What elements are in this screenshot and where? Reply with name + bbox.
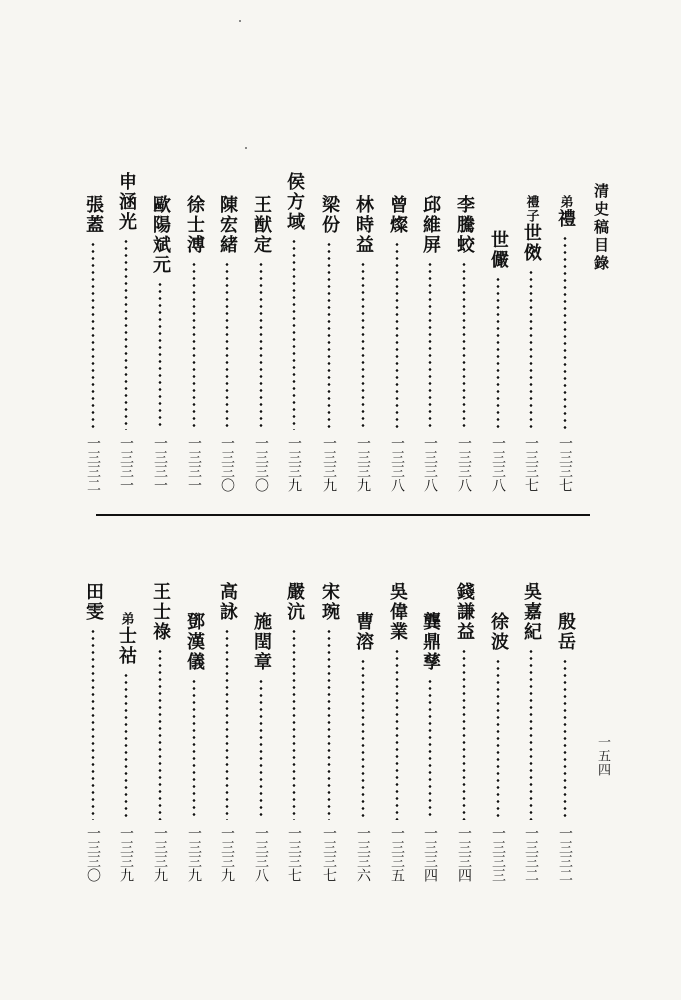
toc-entry [383,195,411,492]
dot-leader [192,678,196,820]
dot-leader [496,658,500,820]
entry-page-number: 一三三七 [286,826,302,882]
entry-page-number: 一三三九 [286,436,302,492]
toc-entry [112,612,140,882]
toc-entry [450,195,478,492]
entry-page-number: 一三三七 [321,826,337,882]
dot-leader [192,261,196,430]
entry-page-number: 一三三六 [355,826,371,882]
dot-leader [124,238,128,430]
entry-name: 嚴沆 [284,582,305,622]
toc-entry [213,582,241,882]
dot-leader [259,678,263,820]
toc-entry [517,195,545,492]
toc-entry [315,195,343,492]
entry-page-number: 一三三二 [523,826,539,882]
scan-speck [239,20,241,22]
entry-name: 世傚 [521,223,542,263]
entry-page-number: 一三三八 [389,436,405,492]
book-title: 清史稿目錄 [592,183,610,273]
entry-name: 吳嘉紀 [521,582,542,642]
entry-name: 陳宏緒 [217,195,238,255]
dot-leader [563,658,567,820]
dot-leader [225,261,229,430]
entry-name: 龔鼎孳 [420,612,441,672]
entry-name: 宋琬 [319,582,340,622]
toc-entry [416,195,444,492]
toc-entry [280,582,308,882]
entry-page-number: 一三三三 [490,826,506,882]
dot-leader [124,672,128,820]
entry-name: 世儼 [488,230,509,270]
toc-entry [247,195,275,492]
dot-leader [563,235,567,430]
entry-page-number: 一三三八 [253,826,269,882]
dot-leader [428,678,432,820]
dot-leader [361,261,365,430]
toc-entry [180,195,208,492]
entry-name: 士祜 [116,626,137,666]
entry-name: 梁份 [319,195,340,235]
toc-entry [416,612,444,882]
dot-leader [292,628,296,820]
section-divider [96,514,590,516]
dot-leader [529,648,533,820]
entry-page-number: 一三三一 [186,436,202,492]
dot-leader [259,261,263,430]
toc-entry [146,195,174,492]
entry-name: 徐波 [488,612,509,652]
entry-name: 高詠 [217,582,238,622]
entry-name: 錢謙益 [454,582,475,642]
entry-page-number: 一三三九 [152,826,168,882]
toc-entry [180,612,208,882]
dot-leader [158,281,162,430]
entry-page-number: 一三三七 [557,436,573,492]
entry-page-number: 一三三二 [557,826,573,882]
toc-entry [517,582,545,882]
toc-entry [484,612,512,882]
toc-entry [484,230,512,492]
dot-leader [496,276,500,430]
entry-name: 徐士溥 [184,195,205,255]
entry-note: 弟 [557,195,573,209]
entry-page-number: 一三三九 [186,826,202,882]
dot-leader [395,241,399,430]
entry-page-number: 一三三〇 [219,436,235,492]
entry-page-number: 一三三八 [490,436,506,492]
toc-entry [79,582,107,882]
entry-name: 鄧漢儀 [184,612,205,672]
entry-page-number: 一三三〇 [85,826,101,882]
entry-name: 王猷定 [251,195,272,255]
entry-page-number: 一三三九 [321,436,337,492]
entry-name: 曾燦 [387,195,408,235]
entry-name: 施閏章 [251,612,272,672]
entry-name: 申涵光 [116,172,137,232]
entry-page-number: 一三三七 [523,436,539,492]
toc-entry [247,612,275,882]
toc-entry [79,195,107,492]
toc-entry [383,582,411,882]
entry-note: 禮子 [523,195,539,223]
toc-entry [551,195,579,492]
entry-page-number: 一三三四 [456,826,472,882]
scan-speck [245,147,247,149]
page-number: 一五四 [595,735,610,777]
entry-note: 弟 [118,612,134,626]
dot-leader [462,648,466,820]
toc-entry [213,195,241,492]
dot-leader [395,648,399,820]
entry-name: 曹溶 [353,612,374,652]
toc-entry [112,172,140,492]
dot-leader [91,241,95,430]
toc-entry [280,172,308,492]
dot-leader [327,628,331,820]
entry-name: 李騰蛟 [454,195,475,255]
entry-page-number: 一三三九 [118,826,134,882]
entry-name: 侯方域 [284,172,305,232]
entry-page-number: 一三三〇 [253,436,269,492]
toc-entry [450,582,478,882]
entry-name: 張蓋 [83,195,104,235]
entry-name: 歐陽斌元 [150,195,171,275]
entry-name: 田雯 [83,582,104,622]
entry-page-number: 一三三四 [422,826,438,882]
toc-entry [349,195,377,492]
entry-page-number: 一三三八 [456,436,472,492]
dot-leader [158,648,162,820]
entry-name: 禮 [555,209,576,229]
dot-leader [292,238,296,430]
entry-name: 殷岳 [555,612,576,652]
entry-page-number: 一三三九 [355,436,371,492]
toc-entry [551,612,579,882]
entry-name: 王士祿 [150,582,171,642]
entry-page-number: 一三三一 [152,436,168,492]
entry-page-number: 一三三九 [219,826,235,882]
dot-leader [428,261,432,430]
entry-name: 吳偉業 [387,582,408,642]
entry-page-number: 一三三一 [118,436,134,492]
entry-name: 邱維屏 [420,195,441,255]
toc-entry [146,582,174,882]
entry-name: 林時益 [353,195,374,255]
dot-leader [91,628,95,820]
dot-leader [529,269,533,430]
entry-page-number: 一三三五 [389,826,405,882]
entry-page-number: 一三三八 [422,436,438,492]
dot-leader [225,628,229,820]
dot-leader [361,658,365,820]
toc-entry [315,582,343,882]
dot-leader [462,261,466,430]
dot-leader [327,241,331,430]
toc-entry [349,612,377,882]
entry-page-number: 一三三二 [85,436,101,492]
